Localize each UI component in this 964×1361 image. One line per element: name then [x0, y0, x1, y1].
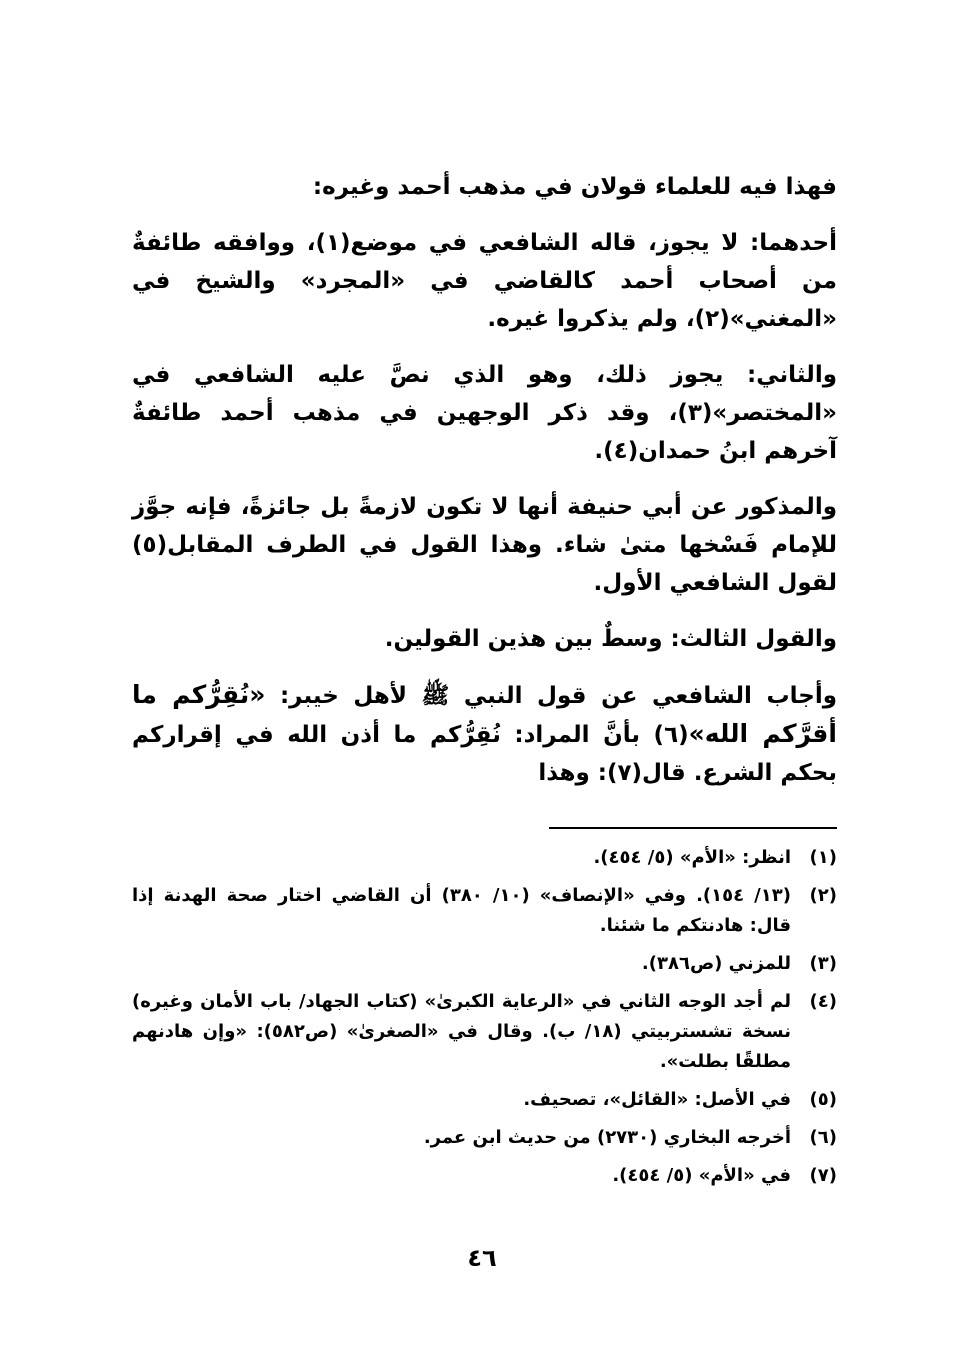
- footnote-text: لم أجد الوجه الثاني في «الرعاية الكبرىٰ» (كتاب الجهاد/ باب الأمان وغيره) نسخة تشستربيتي (١٨/ ب). وقال في «الصغرىٰ» (ص٥٨٢): «وإن هادنهم مطلقًا بطلت».: [132, 991, 791, 1072]
- reply-text-before: وأجاب الشافعي عن قول النبي ﷺ لأهل خيبر:: [265, 683, 837, 709]
- reply-text-after: (٦) بأنَّ المراد: نُقِرُّكم ما أذن الله في إقراركم بحكم الشرع. قال(٧): وهذا: [132, 722, 837, 786]
- paragraph-second-opinion: والثاني: يجوز ذلك، وهو الذي نصَّ عليه الشافعي في «المختصر»(٣)، وقد ذكر الوجهين في مذهب أحمد طائفةٌ آخرهم ابنُ حمدان(٤).: [132, 362, 837, 464]
- footnote-number: (٥): [809, 1089, 837, 1110]
- paragraph-first-opinion: أحدهما: لا يجوز، قاله الشافعي في موضع(١)، ووافقه طائفةٌ من أصحاب أحمد كالقاضي في «المجرد» والشيخ في «المغني»(٢)، ولم يذكروا غيره.: [132, 230, 837, 332]
- footnote-number: (٣): [809, 953, 837, 974]
- footnote-separator: [549, 827, 837, 829]
- footnote-7: [132, 1161, 837, 1191]
- footnote-text: أخرجه البخاري (٢٧٣٠) من حديث ابن عمر.: [423, 1127, 791, 1148]
- footnote-1: [132, 843, 837, 873]
- footnote-text: انظر: «الأم» (٥/ ٤٥٤).: [593, 847, 791, 868]
- page-number: ٤٦: [467, 1244, 497, 1272]
- footnote-number: (١): [809, 847, 837, 868]
- footnote-5: [132, 1085, 837, 1115]
- footnote-number: (٧): [809, 1165, 837, 1186]
- paragraph-abu-hanifa: والمذكور عن أبي حنيفة أنها لا تكون لازمةً بل جائزةً، فإنه جوَّز للإمام فَسْخها متىٰ شاء. وهذا القول في الطرف المقابل(٥) لقول الشافعي الأول.: [132, 494, 837, 596]
- paragraph-intro: فهذا فيه للعلماء قولان في مذهب أحمد وغيره:: [312, 174, 837, 200]
- footnote-number: (٤): [809, 991, 837, 1012]
- footnote-6: [132, 1123, 837, 1153]
- main-text: [132, 168, 837, 810]
- footnote-3: [132, 949, 837, 979]
- hadith-quote: «نُقِرُّكم ما أقرَّكم الله»: [132, 680, 837, 748]
- footnote-text: في «الأم» (٥/ ٤٥٤).: [612, 1165, 791, 1186]
- footnote-number: (٦): [809, 1127, 837, 1148]
- footnote-text: (١٣/ ١٥٤). وفي «الإنصاف» (١٠/ ٣٨٠) أن القاضي اختار صحة الهدنة إذا قال: هادنتكم ما شئنا.: [132, 885, 791, 936]
- footnote-text: في الأصل: «القائل»، تصحيف.: [523, 1089, 791, 1110]
- footnotes: [132, 843, 837, 1199]
- footnote-2: [132, 881, 837, 941]
- footnote-4: [132, 987, 837, 1077]
- footnote-text: للمزني (ص٣٨٦).: [641, 953, 791, 974]
- footnote-number: (٢): [809, 885, 837, 906]
- paragraph-shafii-reply: [132, 676, 837, 792]
- paragraph-third-opinion: والقول الثالث: وسطٌ بين هذين القولين.: [384, 626, 837, 652]
